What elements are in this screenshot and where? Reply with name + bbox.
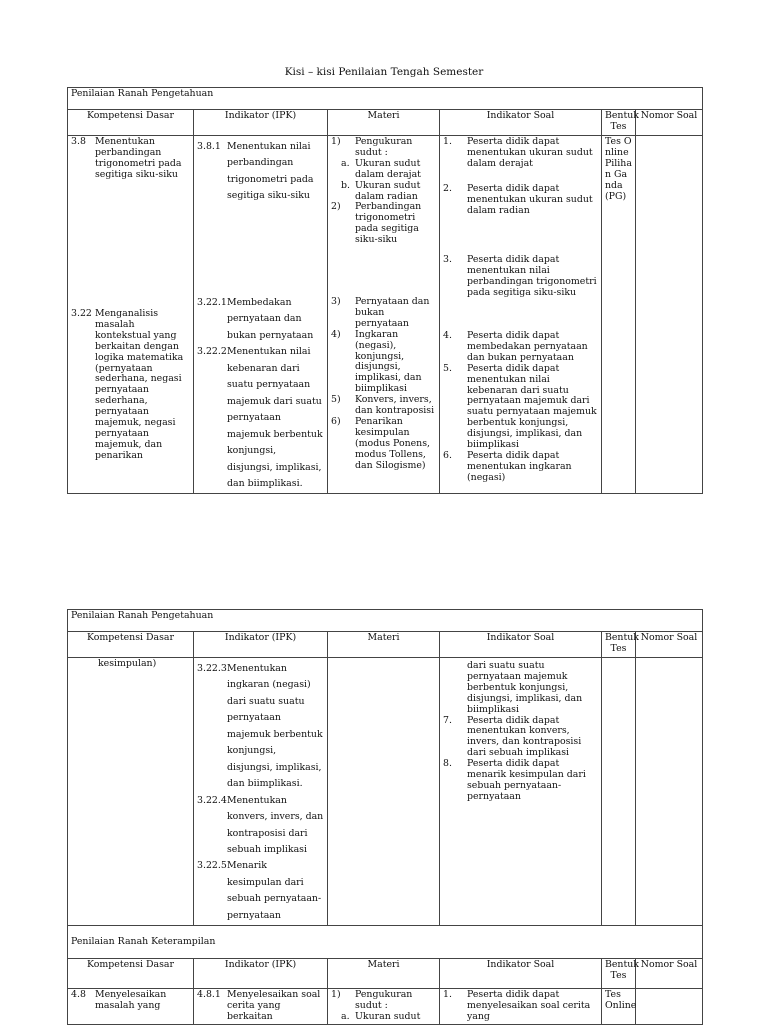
document-title: Kisi – kisi Penilaian Tengah Semester — [284, 66, 484, 78]
materi-cell — [328, 658, 440, 926]
item-text: Peserta didik dapat menentukan nilai kebenaran dari suatu pernyataan majemuk dari suatu pernyataan majemuk berbentuk konjungsi, disjungsi, implikasi, dan biimplikasi — [467, 362, 597, 451]
item-number: 3.8.1 — [197, 141, 221, 152]
item-text: Ingkaran (negasi), konjungsi, disjungsi, implikasi, dan biimplikasi — [355, 328, 422, 395]
item-text: Penarikan kesimpulan (modus Ponens, modus Tollens, dan Silogisme) — [355, 415, 431, 471]
list-item — [197, 793, 324, 859]
ipk-list — [197, 659, 324, 924]
item-number: 3.22.2 — [197, 346, 227, 358]
list-item — [331, 395, 436, 417]
item-text: Menentukan ingkaran (negasi) dari suatu suatu pernyataan majemuk berbentuk konjungsi, disjungsi, implikasi, dan biimplikasi. — [227, 663, 323, 790]
item-number: a. — [341, 157, 350, 169]
item-number: a. — [341, 1011, 350, 1023]
nomor-soal-cell — [636, 989, 703, 1025]
item-text: Menyelesaikan masalah yang — [95, 989, 167, 1012]
list-item — [443, 759, 598, 803]
header-kompetensi-dasar: Kompetensi Dasar — [68, 632, 194, 658]
list-item — [443, 716, 598, 760]
item-number: 3.22.4 — [197, 794, 227, 806]
header-nomor-soal: Nomor Soal — [636, 632, 703, 658]
header-indikator-ipk: Indikator (IPK) — [194, 959, 328, 989]
list-item — [71, 309, 190, 462]
soal-list-c — [443, 255, 598, 331]
section-title-keterampilan: Penilaian Ranah Keterampilan — [68, 926, 703, 959]
kompetensi-dasar-cell — [68, 136, 194, 494]
list-item — [443, 255, 598, 299]
item-number: 3. — [443, 254, 452, 265]
list-item — [331, 137, 436, 159]
section-title: Penilaian Ranah Pengetahuan — [68, 88, 703, 110]
item-text: Membedakan pernyataan dan bukan pernyataan — [227, 297, 314, 341]
item-number: 3.22.3 — [197, 663, 227, 674]
list-item — [197, 661, 324, 793]
header-kompetensi-dasar: Kompetensi Dasar — [68, 110, 194, 136]
item-text: Ukuran sudut dalam derajat — [355, 157, 421, 180]
ipk-cell — [194, 658, 328, 926]
item-text: Peserta didik dapat menentukan nilai perbandingan trigonometri pada segitiga siku-siku — [467, 254, 597, 298]
bentuk-tes-cell: Tes Online — [602, 989, 636, 1025]
materi-cell — [328, 136, 440, 494]
ipk-list-a — [197, 139, 324, 205]
soal-list — [443, 990, 598, 1023]
item-text: Menentukan nilai kebenaran dari suatu pernyataan majemuk dari suatu pernyataan majemuk berbentuk konjungsi, disjungsi, implikasi, dan biimplikasi. — [227, 346, 323, 489]
list-item — [443, 184, 598, 217]
list-item — [443, 364, 598, 451]
item-text: Ukuran sudut dalam radian — [355, 179, 421, 202]
header-bentuk-tes: Bentuk Tes — [602, 632, 636, 658]
item-text: Pengukuran sudut : — [355, 136, 413, 158]
bentuk-tes-cell — [602, 658, 636, 926]
item-text: Peserta didik dapat menarik kesimpulan dari sebuah pernyataan-pernyataan — [467, 758, 586, 802]
kd-continuation: kesimpulan) — [98, 658, 157, 669]
item-text: Ukuran sudut — [355, 1011, 421, 1023]
item-number: 6) — [331, 415, 341, 427]
kisi-table-2 — [67, 609, 703, 1025]
section-title: Penilaian Ranah Pengetahuan — [68, 610, 703, 632]
item-number: 3.8 — [71, 136, 86, 147]
header-bentuk-tes: Bentuk Tes — [602, 110, 636, 136]
list-item — [197, 990, 324, 1023]
nomor-soal-cell — [636, 136, 703, 494]
kompetensi-dasar-cell — [68, 989, 194, 1025]
item-number: 5) — [331, 394, 341, 406]
header-indikator-soal: Indikator Soal — [440, 110, 602, 136]
nomor-soal-cell — [636, 658, 703, 926]
list-item — [197, 139, 324, 205]
item-text: Pernyataan dan bukan pernyataan — [355, 296, 430, 329]
bentuk-tes-cell: Tes Online Pilihan Ganda (PG) — [602, 136, 636, 494]
item-number: 5. — [443, 362, 452, 374]
item-number: 1) — [331, 989, 341, 1001]
header-materi: Materi — [328, 959, 440, 989]
header-indikator-soal: Indikator Soal — [440, 632, 602, 658]
header-kompetensi-dasar: Kompetensi Dasar — [68, 959, 194, 989]
ipk-list — [197, 990, 324, 1023]
list-item — [331, 330, 436, 395]
list-item — [443, 137, 598, 170]
item-number: 4.8.1 — [197, 989, 221, 1001]
list-item — [331, 417, 436, 472]
item-text: Konvers, invers, dan kontraposisi — [355, 394, 435, 417]
item-text: Menentukan nilai perbandingan trigonometri pada segitiga siku-siku — [227, 141, 314, 202]
item-number: 2. — [443, 182, 452, 194]
item-number: 1) — [331, 136, 341, 147]
item-number: b. — [341, 179, 350, 191]
indikator-soal-cell — [440, 658, 602, 926]
list-item — [331, 297, 436, 330]
soal-list-a — [443, 137, 598, 255]
item-number: 3.22.1 — [197, 297, 227, 308]
item-text: Peserta didik dapat menentukan ukuran sudut dalam radian — [467, 182, 593, 216]
item-text: Peserta didik dapat menentukan ingkaran (negasi) — [467, 449, 572, 483]
item-number: 2) — [331, 201, 341, 213]
item-text: Peserta didik dapat membedakan pernyataan dan bukan pernyataan — [467, 330, 588, 363]
list-item — [71, 137, 190, 181]
materi-cell — [328, 989, 440, 1025]
header-bentuk-tes: Bentuk Tes — [602, 959, 636, 989]
list-item — [331, 202, 436, 246]
indikator-soal-cell — [440, 989, 602, 1025]
kompetensi-dasar-cell — [68, 658, 194, 926]
materi-list-b — [331, 297, 436, 472]
list-item — [331, 1012, 436, 1023]
header-nomor-soal: Nomor Soal — [636, 959, 703, 989]
item-number: 7. — [443, 714, 452, 726]
item-text: Perbandingan trigonometri pada segitiga siku-siku — [355, 201, 422, 246]
list-item — [443, 331, 598, 364]
item-text: Menarik kesimpulan dari sebuah pernyataan-pernyataan — [227, 860, 322, 921]
item-text: Pengukuran sudut : — [355, 989, 413, 1012]
item-text: Peserta didik dapat menentukan konvers, invers, dan kontraposisi dari sebuah implikasi — [467, 714, 582, 759]
item-number: 3.22.5 — [197, 860, 227, 872]
list-item — [443, 451, 598, 484]
soal-list-b — [443, 331, 598, 484]
ipk-list-b — [197, 295, 324, 492]
ipk-cell — [194, 989, 328, 1025]
list-item — [197, 295, 324, 344]
item-text: Menentukan konvers, invers, dan kontraposisi dari sebuah implikasi — [227, 794, 324, 855]
item-number: 3) — [331, 296, 341, 307]
item-number: 8. — [443, 758, 452, 770]
item-number: 4.8 — [71, 989, 86, 1001]
item-text: Peserta didik dapat menyelesaikan soal cerita yang — [467, 989, 591, 1023]
item-number: 1. — [443, 136, 452, 147]
header-indikator-soal: Indikator Soal — [440, 959, 602, 989]
soal-continuation: dari suatu suatu pernyataan majemuk berbentuk konjungsi, disjungsi, implikasi, dan biimplikasi — [467, 660, 583, 715]
list-item — [197, 858, 324, 924]
header-nomor-soal: Nomor Soal — [636, 110, 703, 136]
soal-list — [443, 716, 598, 803]
kd-list-a — [71, 137, 190, 309]
item-number: 4. — [443, 330, 452, 341]
ipk-cell — [194, 136, 328, 494]
kd-list — [71, 990, 190, 1012]
item-number: 1. — [443, 989, 452, 1001]
indikator-soal-cell — [440, 136, 602, 494]
list-item — [331, 159, 436, 181]
item-number: 6. — [443, 449, 452, 461]
item-text: Menentukan perbandingan trigonometri pada segitiga siku-siku — [95, 136, 182, 180]
list-item — [71, 990, 190, 1012]
materi-list — [331, 990, 436, 1023]
item-text: Peserta didik dapat menentukan ukuran sudut dalam derajat — [467, 136, 593, 169]
item-text: Menganalisis masalah kontekstual yang berkaitan dengan logika matematika (pernyataan sederhana, negasi pernyataan sederhana, pernyataan majemuk, negasi pernyataan majemuk, dan penarikan — [95, 308, 184, 461]
list-item — [331, 990, 436, 1012]
header-indikator-ipk: Indikator (IPK) — [194, 632, 328, 658]
list-item — [197, 344, 324, 492]
header-indikator-ipk: Indikator (IPK) — [194, 110, 328, 136]
item-number: 4) — [331, 328, 341, 340]
kisi-table-1 — [67, 87, 703, 494]
list-item — [331, 181, 436, 203]
materi-list-a — [331, 137, 436, 297]
header-materi: Materi — [328, 632, 440, 658]
item-text: Menyelesaikan soal cerita yang berkaitan — [227, 989, 321, 1023]
item-number: 3.22 — [71, 308, 92, 319]
list-item — [443, 990, 598, 1023]
header-materi: Materi — [328, 110, 440, 136]
kd-list-b — [71, 309, 190, 462]
